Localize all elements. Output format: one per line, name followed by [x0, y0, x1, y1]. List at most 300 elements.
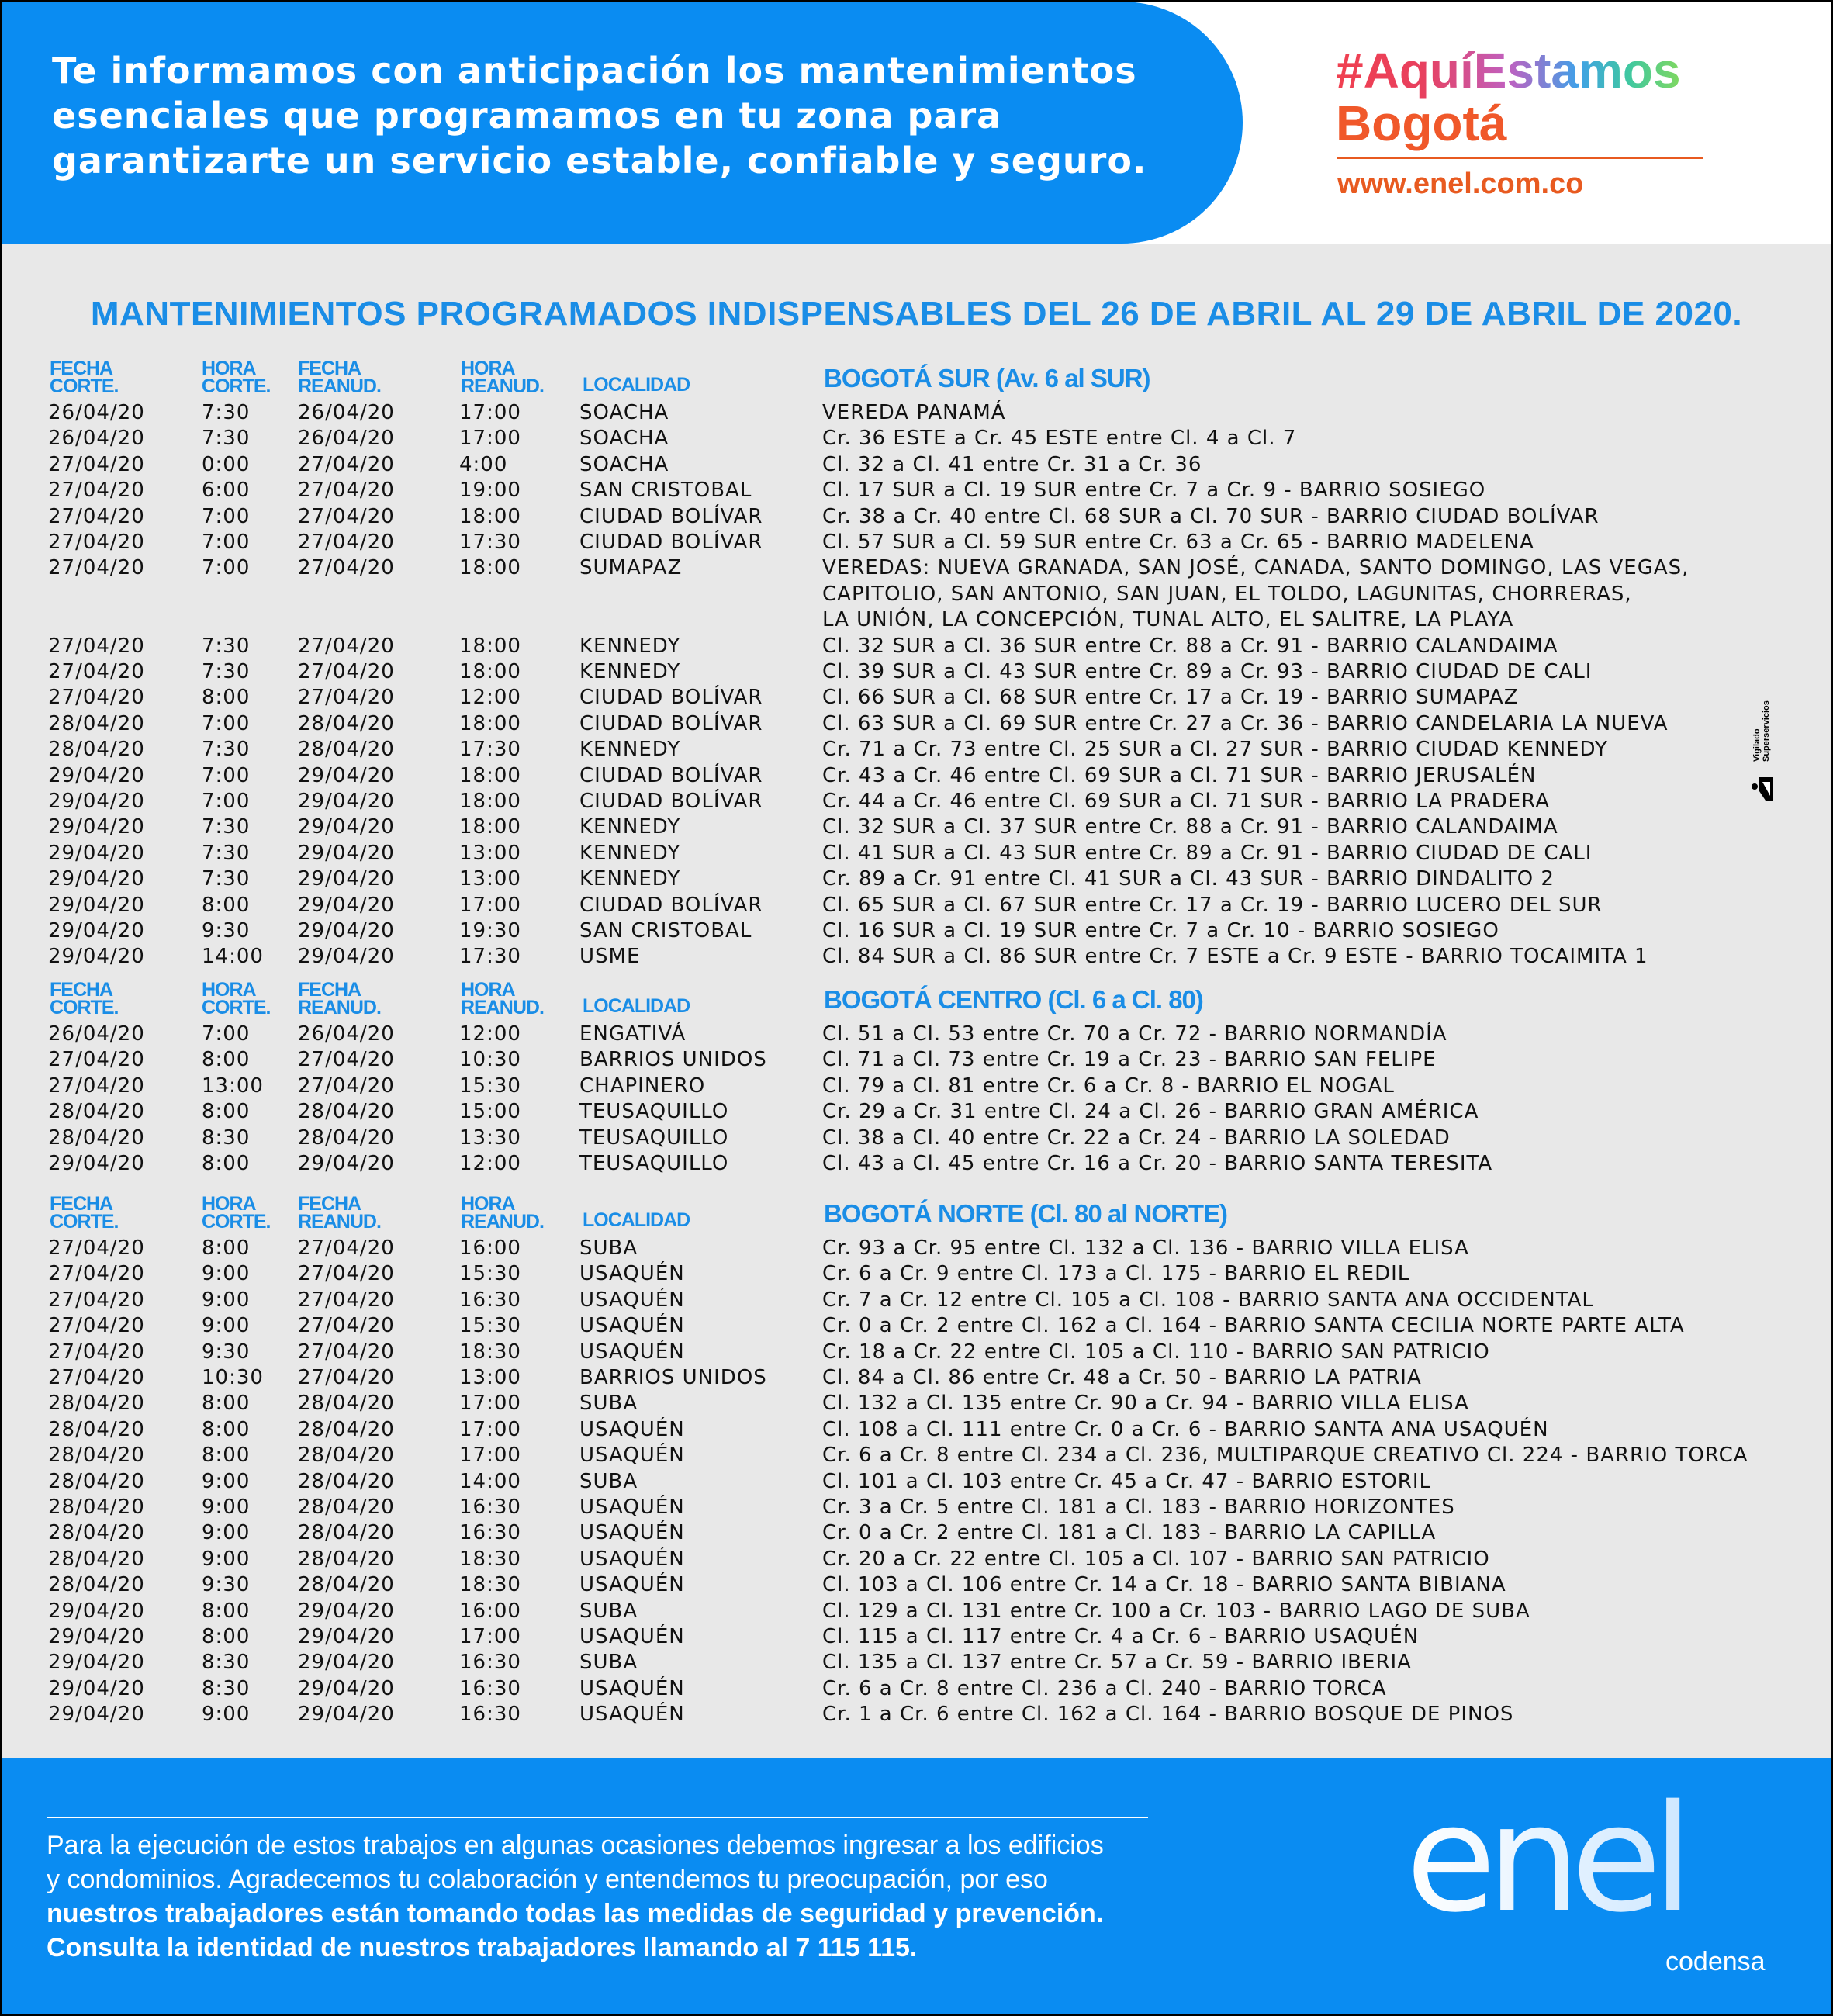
table-row	[2, 1676, 1831, 1702]
cell-fecha-corte: 29/04/20	[48, 1651, 145, 1675]
cell-fecha-corte: 27/04/20	[48, 1288, 145, 1312]
cell-hora-corte: 9:00	[202, 1547, 251, 1571]
cell-hora-reanud: 18:00	[459, 504, 521, 528]
cell-hora-reanud: 10:30	[459, 1048, 521, 1072]
cell-fecha-reanud: 27/04/20	[298, 479, 395, 503]
cell-hora-reanud: 15:30	[459, 1314, 521, 1338]
cell-fecha-reanud: 29/04/20	[298, 1625, 395, 1648]
vigilado-superservicios-mark	[1748, 700, 1779, 808]
cell-fecha-corte: 27/04/20	[48, 1048, 145, 1072]
cell-fecha-corte: 27/04/20	[48, 531, 145, 554]
cell-fecha-corte: 28/04/20	[48, 1126, 145, 1150]
cell-fecha-reanud: 27/04/20	[298, 1074, 395, 1098]
cell-fecha-corte: 27/04/20	[48, 1340, 145, 1364]
table-row	[2, 1650, 1831, 1675]
cell-ubicacion: Cr. 6 a Cr. 8 entre Cl. 236 a Cl. 240 - BARRIO TORCA	[822, 1676, 1387, 1700]
cell-ubicacion: Cr. 6 a Cr. 9 entre Cl. 173 a Cl. 175 - BARRIO EL REDIL	[822, 1262, 1410, 1286]
footer-divider	[47, 1817, 1148, 1818]
cell-hora-corte: 13:00	[202, 1074, 264, 1098]
cell-hora-reanud: 16:00	[459, 1599, 521, 1623]
cell-fecha-reanud: 29/04/20	[298, 841, 395, 865]
cell-localidad: CHAPINERO	[579, 1074, 706, 1098]
cell-ubicacion: Cl. 63 SUR a Cl. 69 SUR entre Cr. 27 a Cr. 36 - BARRIO CANDELARIA LA NUEVA	[822, 711, 1669, 735]
table-row	[2, 400, 1831, 426]
cell-hora-corte: 7:30	[202, 841, 251, 865]
cell-ubicacion: Cl. 84 a Cl. 86 entre Cr. 48 a Cr. 50 - BARRIO LA PATRIA	[822, 1366, 1422, 1389]
cell-ubicacion: Cl. 16 SUR a Cl. 19 SUR entre Cr. 7 a Cr. 10 - BARRIO SOSIEGO	[822, 919, 1499, 942]
cell-hora-reanud: 16:30	[459, 1676, 521, 1700]
cell-fecha-corte: 29/04/20	[48, 1625, 145, 1648]
cell-hora-reanud: 17:30	[459, 738, 521, 762]
cell-fecha-corte: 28/04/20	[48, 1521, 145, 1545]
cell-hora-reanud: 17:00	[459, 1625, 521, 1648]
column-header-hora-reanud: HORA REANUD.	[461, 979, 544, 1018]
cell-hora-corte: 7:30	[202, 634, 251, 658]
cell-fecha-reanud: 29/04/20	[298, 893, 395, 917]
table-row	[2, 1047, 1831, 1073]
table-row	[2, 1391, 1831, 1416]
cell-hora-reanud: 18:00	[459, 660, 521, 683]
cell-localidad: CIUDAD BOLÍVAR	[579, 531, 763, 554]
cell-fecha-corte: 29/04/20	[48, 867, 145, 891]
cell-hora-reanud: 18:30	[459, 1547, 521, 1571]
cell-hora-corte: 0:00	[202, 452, 251, 476]
cell-localidad: CIUDAD BOLÍVAR	[579, 893, 763, 917]
cell-ubicacion: Cl. 65 SUR a Cl. 67 SUR entre Cr. 17 a Cr. 19 - BARRIO LUCERO DEL SUR	[822, 893, 1603, 917]
cell-hora-corte: 7:30	[202, 867, 251, 891]
cell-fecha-reanud: 27/04/20	[298, 1366, 395, 1389]
enel-logo-text: enel	[1406, 1782, 1684, 1937]
cell-hora-reanud: 18:30	[459, 1340, 521, 1364]
cell-fecha-reanud: 29/04/20	[298, 1703, 395, 1727]
cell-fecha-corte: 26/04/20	[48, 1022, 145, 1046]
cell-ubicacion: Cl. 41 SUR a Cl. 43 SUR entre Cr. 89 a Cr. 91 - BARRIO CIUDAD DE CALI	[822, 841, 1593, 865]
cell-fecha-corte: 29/04/20	[48, 790, 145, 813]
column-header-fecha-reanud: FECHA REANUD.	[298, 358, 381, 397]
table-row	[2, 944, 1831, 970]
cell-hora-reanud: 15:30	[459, 1074, 521, 1098]
column-header-hora-corte: HORA CORTE.	[202, 1193, 271, 1233]
website-link[interactable]: www.enel.com.co	[1337, 168, 1584, 200]
cell-ubicacion: Cr. 71 a Cr. 73 entre Cl. 25 SUR a Cl. 27 SUR - BARRIO CIUDAD KENNEDY	[822, 738, 1608, 762]
cell-localidad: KENNEDY	[579, 867, 681, 891]
cell-localidad: KENNEDY	[579, 660, 681, 683]
cell-hora-reanud: 16:00	[459, 1236, 521, 1260]
cell-hora-reanud: 13:30	[459, 1126, 521, 1150]
table-row	[2, 504, 1831, 530]
table-row	[2, 893, 1831, 918]
column-header-fecha-corte: FECHA CORTE.	[50, 1193, 119, 1233]
table-row	[2, 1469, 1831, 1495]
cell-hora-reanud: 12:00	[459, 1152, 521, 1175]
cell-hora-reanud: 16:30	[459, 1703, 521, 1727]
table-row	[2, 711, 1831, 737]
cell-fecha-corte: 27/04/20	[48, 504, 145, 528]
cell-ubicacion: Cr. 44 a Cr. 46 entre Cl. 69 SUR a Cl. 71 SUR - BARRIO LA PRADERA	[822, 790, 1551, 813]
cell-localidad: KENNEDY	[579, 634, 681, 658]
cell-hora-corte: 8:00	[202, 1100, 251, 1124]
cell-hora-corte: 7:00	[202, 763, 251, 787]
cell-hora-corte: 7:00	[202, 504, 251, 528]
cell-hora-reanud: 18:00	[459, 634, 521, 658]
cell-fecha-reanud: 28/04/20	[298, 738, 395, 762]
cell-localidad: TEUSAQUILLO	[579, 1100, 729, 1124]
cell-hora-corte: 7:30	[202, 660, 251, 683]
cell-hora-corte: 8:00	[202, 893, 251, 917]
cell-hora-corte: 8:00	[202, 1599, 251, 1623]
cell-hora-corte: 8:30	[202, 1676, 251, 1700]
table-row	[2, 1365, 1831, 1391]
cell-fecha-corte: 27/04/20	[48, 1314, 145, 1338]
cell-localidad: SUMAPAZ	[579, 556, 683, 580]
table-row	[2, 1417, 1831, 1443]
cell-fecha-corte: 29/04/20	[48, 763, 145, 787]
cell-ubicacion: Cr. 6 a Cr. 8 entre Cl. 234 a Cl. 236, MULTIPARQUE CREATIVO Cl. 224 - BARRIO TORCA	[822, 1444, 1748, 1468]
cell-fecha-corte: 28/04/20	[48, 1444, 145, 1468]
table-row	[2, 737, 1831, 762]
cell-ubicacion: Cr. 18 a Cr. 22 entre Cl. 105 a Cl. 110 - BARRIO SAN PATRICIO	[822, 1340, 1490, 1364]
hashtag	[1336, 44, 1681, 150]
cell-fecha-corte: 29/04/20	[48, 1703, 145, 1727]
cell-localidad: CIUDAD BOLÍVAR	[579, 686, 763, 710]
table-row	[2, 1313, 1831, 1339]
superservicios-label: Superservicios	[1762, 700, 1771, 762]
page-title: MANTENIMIENTOS PROGRAMADOS INDISPENSABLES DEL 26 DE ABRIL AL 29 DE ABRIL DE 2020.	[90, 295, 1743, 333]
cell-fecha-reanud: 27/04/20	[298, 634, 395, 658]
cell-fecha-corte: 29/04/20	[48, 919, 145, 942]
cell-fecha-corte: 27/04/20	[48, 686, 145, 710]
column-header-fecha-reanud: FECHA REANUD.	[298, 979, 381, 1018]
column-header-hora-reanud: HORA REANUD.	[461, 358, 544, 397]
cell-ubicacion: Cr. 43 a Cr. 46 entre Cl. 69 SUR a Cl. 71 SUR - BARRIO JERUSALÉN	[822, 763, 1537, 787]
table-row	[2, 1599, 1831, 1624]
cell-fecha-corte: 27/04/20	[48, 556, 145, 580]
cell-fecha-corte: 28/04/20	[48, 1100, 145, 1124]
cell-localidad: TEUSAQUILLO	[579, 1126, 729, 1150]
cell-localidad: SOACHA	[579, 427, 669, 451]
table-row	[2, 426, 1831, 451]
cell-hora-reanud: 16:30	[459, 1521, 521, 1545]
footer	[2, 1758, 1831, 2014]
cell-localidad: KENNEDY	[579, 815, 681, 839]
cell-fecha-reanud: 29/04/20	[298, 1152, 395, 1175]
cell-ubicacion: Cl. 108 a Cl. 111 entre Cr. 0 a Cr. 6 - BARRIO SANTA ANA USAQUÉN	[822, 1417, 1549, 1441]
cell-hora-corte: 8:00	[202, 686, 251, 710]
hashtag-line-1: #AquíEstamos	[1336, 43, 1681, 99]
cell-hora-reanud: 4:00	[459, 452, 508, 476]
cell-fecha-corte: 27/04/20	[48, 1074, 145, 1098]
cell-ubicacion: Cl. 32 SUR a Cl. 36 SUR entre Cr. 88 a Cr. 91 - BARRIO CALANDAIMA	[822, 634, 1558, 658]
cell-localidad: USAQUÉN	[579, 1444, 685, 1468]
cell-fecha-reanud: 27/04/20	[298, 1236, 395, 1260]
cell-hora-reanud: 16:30	[459, 1288, 521, 1312]
region-title: BOGOTÁ SUR (Av. 6 al SUR)	[824, 364, 1150, 392]
cell-ubicacion: Cl. 66 SUR a Cl. 68 SUR entre Cr. 17 a Cr. 19 - BARRIO SUMAPAZ	[822, 686, 1519, 710]
table-row	[2, 1022, 1831, 1047]
cell-fecha-corte: 28/04/20	[48, 1417, 145, 1441]
cell-ubicacion: Cl. 135 a Cl. 137 entre Cr. 57 a Cr. 59 - BARRIO IBERIA	[822, 1651, 1412, 1675]
cell-fecha-reanud: 29/04/20	[298, 815, 395, 839]
cell-hora-corte: 7:30	[202, 738, 251, 762]
cell-localidad: USAQUÉN	[579, 1496, 685, 1519]
cell-ubicacion: Cr. 20 a Cr. 22 entre Cl. 105 a Cl. 107 - BARRIO SAN PATRICIO	[822, 1547, 1490, 1571]
cell-ubicacion: Cr. 0 a Cr. 2 entre Cl. 162 a Cl. 164 - BARRIO SANTA CECILIA NORTE PARTE ALTA	[822, 1314, 1685, 1338]
cell-fecha-corte: 27/04/20	[48, 452, 145, 476]
cell-hora-corte: 9:00	[202, 1469, 251, 1493]
cell-fecha-reanud: 27/04/20	[298, 504, 395, 528]
codensa-label: codensa	[1665, 1947, 1766, 1976]
cell-ubicacion: Cl. 39 SUR a Cl. 43 SUR entre Cr. 89 a Cr. 93 - BARRIO CIUDAD DE CALI	[822, 660, 1593, 683]
cell-fecha-reanud: 27/04/20	[298, 1340, 395, 1364]
cell-hora-reanud: 15:30	[459, 1262, 521, 1286]
cell-hora-corte: 9:00	[202, 1521, 251, 1545]
table-row	[2, 478, 1831, 503]
cell-ubicacion: Cl. 17 SUR a Cl. 19 SUR entre Cr. 7 a Cr. 9 - BARRIO SOSIEGO	[822, 479, 1486, 503]
cell-hora-corte: 9:30	[202, 919, 251, 942]
cell-hora-reanud: 17:00	[459, 1392, 521, 1416]
table-row	[2, 555, 1831, 581]
table-row	[2, 1288, 1831, 1313]
cell-localidad: USAQUÉN	[579, 1288, 685, 1312]
cell-hora-reanud: 12:00	[459, 686, 521, 710]
cell-fecha-corte: 28/04/20	[48, 1573, 145, 1597]
cell-ubicacion: Cl. 132 a Cl. 135 entre Cr. 90 a Cr. 94 - BARRIO VILLA ELISA	[822, 1392, 1469, 1416]
cell-hora-reanud: 13:00	[459, 841, 521, 865]
cell-localidad: SAN CRISTOBAL	[579, 919, 752, 942]
cell-hora-corte: 6:00	[202, 479, 251, 503]
cell-hora-corte: 14:00	[202, 945, 264, 969]
cell-localidad: SOACHA	[579, 401, 669, 424]
cell-fecha-corte: 28/04/20	[48, 1392, 145, 1416]
cell-fecha-corte: 28/04/20	[48, 711, 145, 735]
cell-hora-corte: 8:00	[202, 1444, 251, 1468]
cell-fecha-reanud: 29/04/20	[298, 790, 395, 813]
cell-hora-reanud: 18:00	[459, 815, 521, 839]
cell-localidad: SUBA	[579, 1392, 638, 1416]
cell-ubicacion: Cr. 93 a Cr. 95 entre Cl. 132 a Cl. 136 - BARRIO VILLA ELISA	[822, 1236, 1469, 1260]
cell-localidad: ENGATIVÁ	[579, 1022, 687, 1046]
cell-fecha-corte: 27/04/20	[48, 479, 145, 503]
cell-localidad: SUBA	[579, 1651, 638, 1675]
cell-hora-corte: 7:30	[202, 401, 251, 424]
cell-fecha-reanud: 27/04/20	[298, 531, 395, 554]
cell-hora-corte: 9:00	[202, 1288, 251, 1312]
cell-ubicacion: Cr. 29 a Cr. 31 entre Cl. 24 a Cl. 26 - BARRIO GRAN AMÉRICA	[822, 1100, 1479, 1124]
cell-fecha-reanud: 27/04/20	[298, 1048, 395, 1072]
cell-localidad: SUBA	[579, 1599, 638, 1623]
cell-ubicacion: VEREDA PANAMÁ	[822, 401, 1006, 424]
cell-fecha-reanud: 28/04/20	[298, 1126, 395, 1150]
enel-logo	[1406, 1782, 1793, 1937]
cell-ubicacion: Cl. 84 SUR a Cl. 86 SUR entre Cr. 7 ESTE a Cr. 9 ESTE - BARRIO TOCAIMITA 1	[822, 945, 1648, 969]
cell-fecha-reanud: 29/04/20	[298, 1676, 395, 1700]
cell-hora-reanud: 17:00	[459, 893, 521, 917]
cell-hora-corte: 8:00	[202, 1236, 251, 1260]
cell-ubicacion: Cr. 3 a Cr. 5 entre Cl. 181 a Cl. 183 - BARRIO HORIZONTES	[822, 1496, 1455, 1519]
footer-notice	[47, 1828, 1179, 1931]
cell-ubicacion: VEREDAS: NUEVA GRANADA, SAN JOSÉ, CANADA, SANTO DOMINGO, LAS VEGAS,	[822, 556, 1689, 580]
cell-hora-corte: 7:00	[202, 531, 251, 554]
cell-ubicacion: Cr. 1 a Cr. 6 entre Cl. 162 a Cl. 164 - BARRIO BOSQUE DE PINOS	[822, 1703, 1514, 1727]
cell-ubicacion: Cl. 103 a Cl. 106 entre Cr. 14 a Cr. 18 - BARRIO SANTA BIBIANA	[822, 1573, 1506, 1597]
cell-hora-corte: 8:00	[202, 1392, 251, 1416]
cell-fecha-corte: 28/04/20	[48, 738, 145, 762]
cell-fecha-reanud: 26/04/20	[298, 427, 395, 451]
cell-fecha-corte: 27/04/20	[48, 634, 145, 658]
cell-hora-reanud: 13:00	[459, 867, 521, 891]
cell-fecha-reanud: 27/04/20	[298, 1288, 395, 1312]
cell-fecha-reanud: 27/04/20	[298, 452, 395, 476]
cell-fecha-reanud: 28/04/20	[298, 1392, 395, 1416]
column-header-localidad: LOCALIDAD	[583, 1209, 690, 1231]
cell-ubicacion: Cr. 89 a Cr. 91 entre Cl. 41 SUR a Cl. 43 SUR - BARRIO DINDALITO 2	[822, 867, 1555, 891]
cell-ubicacion: Cr. 38 a Cr. 40 entre Cl. 68 SUR a Cl. 70 SUR - BARRIO CIUDAD BOLÍVAR	[822, 504, 1600, 528]
cell-localidad: USAQUÉN	[579, 1547, 685, 1571]
cell-localidad: TEUSAQUILLO	[579, 1152, 729, 1175]
cell-fecha-corte: 29/04/20	[48, 815, 145, 839]
cell-fecha-reanud: 28/04/20	[298, 1469, 395, 1493]
cell-hora-reanud: 16:30	[459, 1651, 521, 1675]
cell-fecha-reanud: 29/04/20	[298, 1651, 395, 1675]
cell-localidad: USME	[579, 945, 641, 969]
cell-fecha-reanud: 26/04/20	[298, 1022, 395, 1046]
cell-hora-corte: 7:00	[202, 790, 251, 813]
cell-localidad: BARRIOS UNIDOS	[579, 1048, 767, 1072]
table-row	[2, 1099, 1831, 1125]
cell-hora-reanud: 18:00	[459, 763, 521, 787]
table-row	[2, 789, 1831, 814]
cell-fecha-reanud: 27/04/20	[298, 556, 395, 580]
cell-hora-reanud: 14:00	[459, 1469, 521, 1493]
cell-hora-reanud: 16:30	[459, 1496, 521, 1519]
cell-hora-corte: 7:30	[202, 815, 251, 839]
cell-fecha-reanud: 28/04/20	[298, 1573, 395, 1597]
cell-localidad: USAQUÉN	[579, 1676, 685, 1700]
cell-hora-corte: 8:30	[202, 1126, 251, 1150]
cell-localidad: CIUDAD BOLÍVAR	[579, 504, 763, 528]
banner-line: esenciales que programamos en tu zona para	[52, 95, 1002, 137]
contact-phone-text: Consulta la identidad de nuestros trabajadores llamando al 7 115 115.	[47, 1933, 918, 1962]
cell-hora-reanud: 19:30	[459, 919, 521, 942]
cell-fecha-reanud: 27/04/20	[298, 1314, 395, 1338]
cell-hora-corte: 8:00	[202, 1417, 251, 1441]
cell-hora-reanud: 13:00	[459, 1366, 521, 1389]
table-row	[2, 1702, 1831, 1727]
cell-localidad: SUBA	[579, 1469, 638, 1493]
cell-fecha-reanud: 28/04/20	[298, 1547, 395, 1571]
cell-fecha-reanud: 29/04/20	[298, 945, 395, 969]
cell-fecha-corte: 26/04/20	[48, 427, 145, 451]
cell-hora-reanud: 12:00	[459, 1022, 521, 1046]
cell-localidad: USAQUÉN	[579, 1573, 685, 1597]
cell-hora-corte: 7:30	[202, 427, 251, 451]
cell-ubicacion: Cl. 38 a Cl. 40 entre Cr. 22 a Cr. 24 - BARRIO LA SOLEDAD	[822, 1126, 1451, 1150]
cell-localidad: USAQUÉN	[579, 1703, 685, 1727]
footer-line-bold: nuestros trabajadores están tomando todas las medidas de seguridad y prevención.	[47, 1899, 1104, 1928]
cell-ubicacion: Cl. 71 a Cl. 73 entre Cr. 19 a Cr. 23 - BARRIO SAN FELIPE	[822, 1048, 1437, 1072]
cell-fecha-reanud: 28/04/20	[298, 1521, 395, 1545]
cell-fecha-reanud: 28/04/20	[298, 1417, 395, 1441]
cell-hora-reanud: 18:00	[459, 790, 521, 813]
table-row	[2, 1624, 1831, 1650]
table-row	[2, 814, 1831, 840]
table-row	[2, 452, 1831, 478]
cell-hora-reanud: 17:00	[459, 427, 521, 451]
hashtag-divider	[1337, 157, 1703, 159]
cell-localidad: USAQUÉN	[579, 1314, 685, 1338]
cell-hora-reanud: 17:00	[459, 401, 521, 424]
cell-hora-reanud: 17:00	[459, 1444, 521, 1468]
cell-ubicacion: Cl. 32 SUR a Cl. 37 SUR entre Cr. 88 a Cr. 91 - BARRIO CALANDAIMA	[822, 815, 1558, 839]
cell-hora-corte: 9:30	[202, 1573, 251, 1597]
column-header-localidad: LOCALIDAD	[583, 374, 690, 396]
cell-localidad: USAQUÉN	[579, 1262, 685, 1286]
footer-line: y condominios. Agradecemos tu colaboración y entendemos tu preocupación, por eso	[47, 1865, 1048, 1894]
cell-hora-reanud: 18:00	[459, 556, 521, 580]
cell-fecha-corte: 26/04/20	[48, 401, 145, 424]
banner-line: Te informamos con anticipación los mantenimientos	[52, 50, 1137, 92]
table-row	[2, 1261, 1831, 1287]
footer-line: Para la ejecución de estos trabajos en algunas ocasiones debemos ingresar a los edificios	[47, 1831, 1104, 1860]
region-title: BOGOTÁ CENTRO (Cl. 6 a Cl. 80)	[824, 985, 1203, 1014]
cell-hora-corte: 9:00	[202, 1703, 251, 1727]
cell-localidad: CIUDAD BOLÍVAR	[579, 790, 763, 813]
cell-ubicacion: Cr. 0 a Cr. 2 entre Cl. 181 a Cl. 183 - BARRIO LA CAPILLA	[822, 1521, 1437, 1545]
cell-fecha-corte: 29/04/20	[48, 841, 145, 865]
cell-fecha-reanud: 29/04/20	[298, 1599, 395, 1623]
column-header-fecha-corte: FECHA CORTE.	[50, 358, 119, 397]
cell-ubicacion: Cl. 57 SUR a Cl. 59 SUR entre Cr. 63 a Cr. 65 - BARRIO MADELENA	[822, 531, 1534, 554]
cell-ubicacion: Cl. 51 a Cl. 53 entre Cr. 70 a Cr. 72 - BARRIO NORMANDÍA	[822, 1022, 1447, 1046]
cell-hora-corte: 7:00	[202, 711, 251, 735]
table-row	[2, 1074, 1831, 1099]
region-title: BOGOTÁ NORTE (Cl. 80 al NORTE)	[824, 1199, 1228, 1228]
cell-hora-reanud: 18:00	[459, 711, 521, 735]
cell-fecha-reanud: 26/04/20	[298, 401, 395, 424]
table-row	[2, 1126, 1831, 1151]
top-bar	[2, 2, 1831, 244]
cell-localidad: KENNEDY	[579, 738, 681, 762]
cell-localidad: KENNEDY	[579, 841, 681, 865]
cell-fecha-corte: 29/04/20	[48, 1599, 145, 1623]
table-row	[2, 841, 1831, 866]
table-row	[2, 607, 1831, 633]
table-row	[2, 1443, 1831, 1468]
cell-localidad: CIUDAD BOLÍVAR	[579, 711, 763, 735]
cell-hora-reanud: 19:00	[459, 479, 521, 503]
column-header-fecha-reanud: FECHA REANUD.	[298, 1193, 381, 1233]
column-header-hora-reanud: HORA REANUD.	[461, 1193, 544, 1233]
cell-ubicacion: Cr. 36 ESTE a Cr. 45 ESTE entre Cl. 4 a Cl. 7	[822, 427, 1297, 451]
table-row	[2, 634, 1831, 659]
cell-localidad: USAQUÉN	[579, 1340, 685, 1364]
cell-ubicacion: LA UNIÓN, LA CONCEPCIÓN, TUNAL ALTO, EL SALITRE, LA PLAYA	[822, 608, 1514, 632]
table-row	[2, 866, 1831, 892]
cell-fecha-reanud: 28/04/20	[298, 1100, 395, 1124]
cell-localidad: SOACHA	[579, 452, 669, 476]
cell-hora-corte: 8:30	[202, 1651, 251, 1675]
cell-fecha-reanud: 28/04/20	[298, 1496, 395, 1519]
cell-hora-corte: 9:30	[202, 1340, 251, 1364]
cell-fecha-corte: 29/04/20	[48, 893, 145, 917]
cell-ubicacion: Cl. 79 a Cl. 81 entre Cr. 6 a Cr. 8 - BARRIO EL NOGAL	[822, 1074, 1395, 1098]
cell-hora-corte: 7:00	[202, 1022, 251, 1046]
cell-hora-reanud: 15:00	[459, 1100, 521, 1124]
cell-ubicacion: Cr. 7 a Cr. 12 entre Cl. 105 a Cl. 108 - BARRIO SANTA ANA OCCIDENTAL	[822, 1288, 1594, 1312]
cell-hora-corte: 9:00	[202, 1496, 251, 1519]
cell-fecha-reanud: 29/04/20	[298, 867, 395, 891]
cell-ubicacion: Cl. 115 a Cl. 117 entre Cr. 4 a Cr. 6 - BARRIO USAQUÉN	[822, 1625, 1420, 1648]
